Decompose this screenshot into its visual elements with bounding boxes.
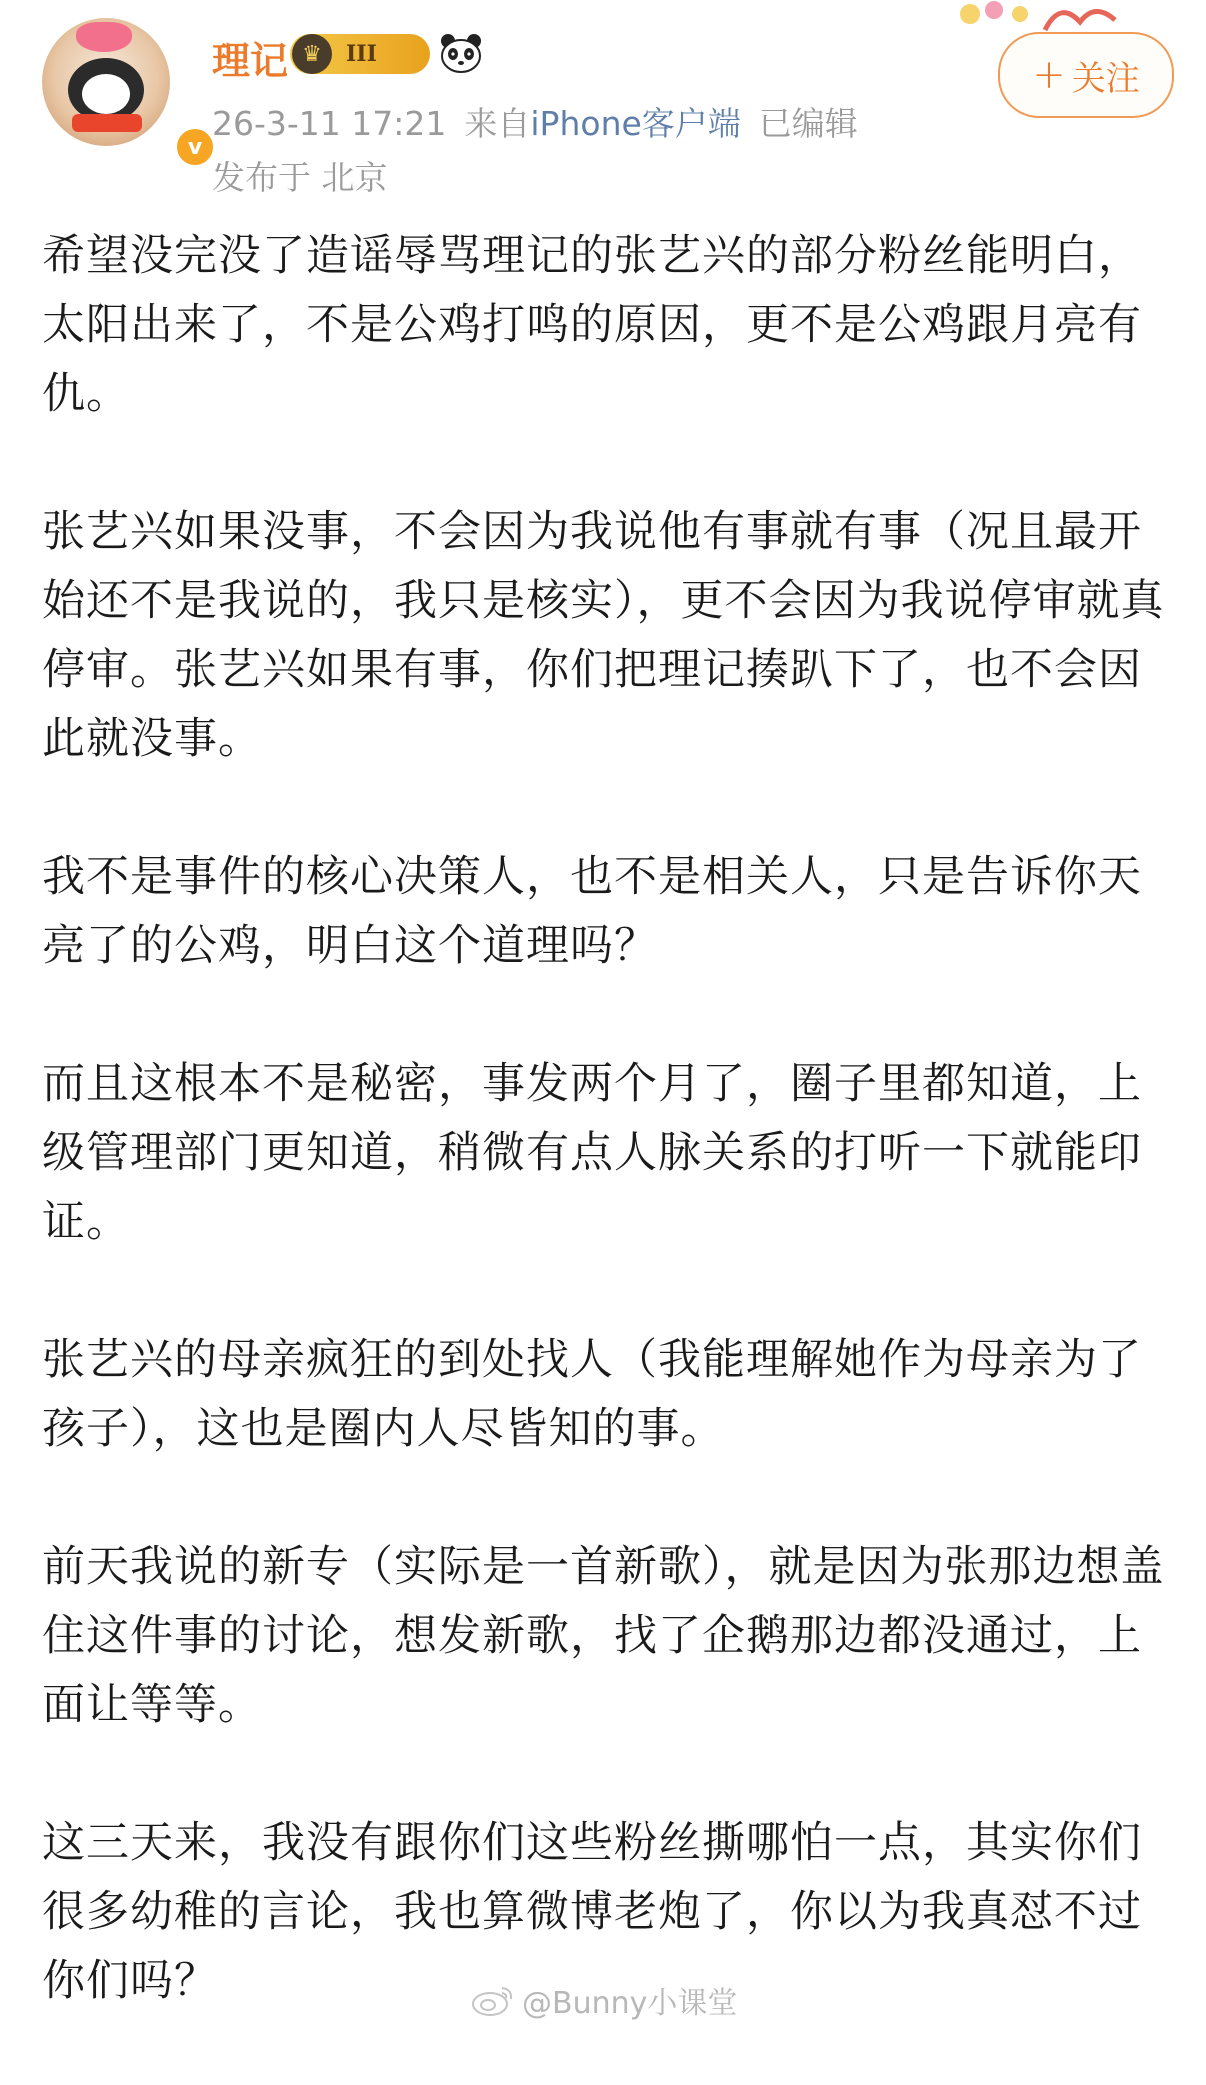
edited-label[interactable]: 已编辑: [758, 104, 858, 143]
post-paragraph: 张艺兴的母亲疯狂的到处找人（我能理解她作为母亲为了孩子），这也是圈内人尽皆知的事。: [42, 1335, 1142, 1454]
post-header: [0, 0, 1206, 197]
post-meta: [212, 98, 876, 145]
weibo-logo-icon: [470, 1983, 516, 2017]
watermark: [470, 1978, 737, 2022]
follow-label: 关注: [1071, 58, 1140, 99]
timestamp: 26-3-11 17:21: [212, 104, 447, 143]
penguin-icon: [68, 58, 144, 122]
crown-icon: ♛: [292, 34, 332, 74]
bow-icon: [76, 22, 132, 52]
watermark-text: @Bunny小课堂: [522, 1986, 738, 2021]
scarf-icon: [72, 114, 142, 132]
verified-badge-icon: v: [174, 126, 216, 168]
source-client-link[interactable]: iPhone客户端: [530, 104, 741, 143]
post-paragraph: 我不是事件的核心决策人，也不是相关人，只是告诉你天亮了的公鸡，明白这个道理吗？: [42, 852, 1142, 971]
post-paragraph: 张艺兴如果没事，不会因为我说他有事就有事（况且最开始还不是我说的，我只是核实），更不会因为我说停审就真停审。张艺兴如果有事，你们把理记揍趴下了，也不会因此就没事。: [42, 507, 1165, 764]
source-prefix: 来自: [464, 104, 531, 143]
post-paragraph: 而且这根本不是秘密，事发两个月了，圈子里都知道，上级管理部门更知道，稍微有点人脉关系的打听一下就能印证。: [42, 1059, 1142, 1247]
avatar[interactable]: [42, 18, 203, 160]
post-body: [42, 222, 1172, 2085]
level-badge[interactable]: [290, 34, 430, 74]
location: 发布于 北京: [212, 158, 388, 197]
post-paragraph: 希望没完没了造谣辱骂理记的张艺兴的部分粉丝能明白，太阳出来了，不是公鸡打鸣的原因，更不是公鸡跟月亮有仇。: [42, 231, 1142, 419]
plus-icon: +: [1032, 52, 1066, 98]
post-paragraph: 这三天来，我没有跟你们这些粉丝撕哪怕一点，其实你们很多幼稚的言论，我也算微博老炮了，你以为我真怼不过你们吗？: [42, 1818, 1142, 2006]
follow-button[interactable]: [998, 32, 1174, 118]
username[interactable]: 理记: [212, 39, 289, 83]
panda-icon: [438, 32, 484, 74]
post-paragraph: 前天我说的新专（实际是一首新歌），就是因为张那边想盖住这件事的讨论，想发新歌，找了企鹅那边都没通过，上面让等等。: [42, 1542, 1165, 1730]
level-text: III: [346, 41, 377, 67]
